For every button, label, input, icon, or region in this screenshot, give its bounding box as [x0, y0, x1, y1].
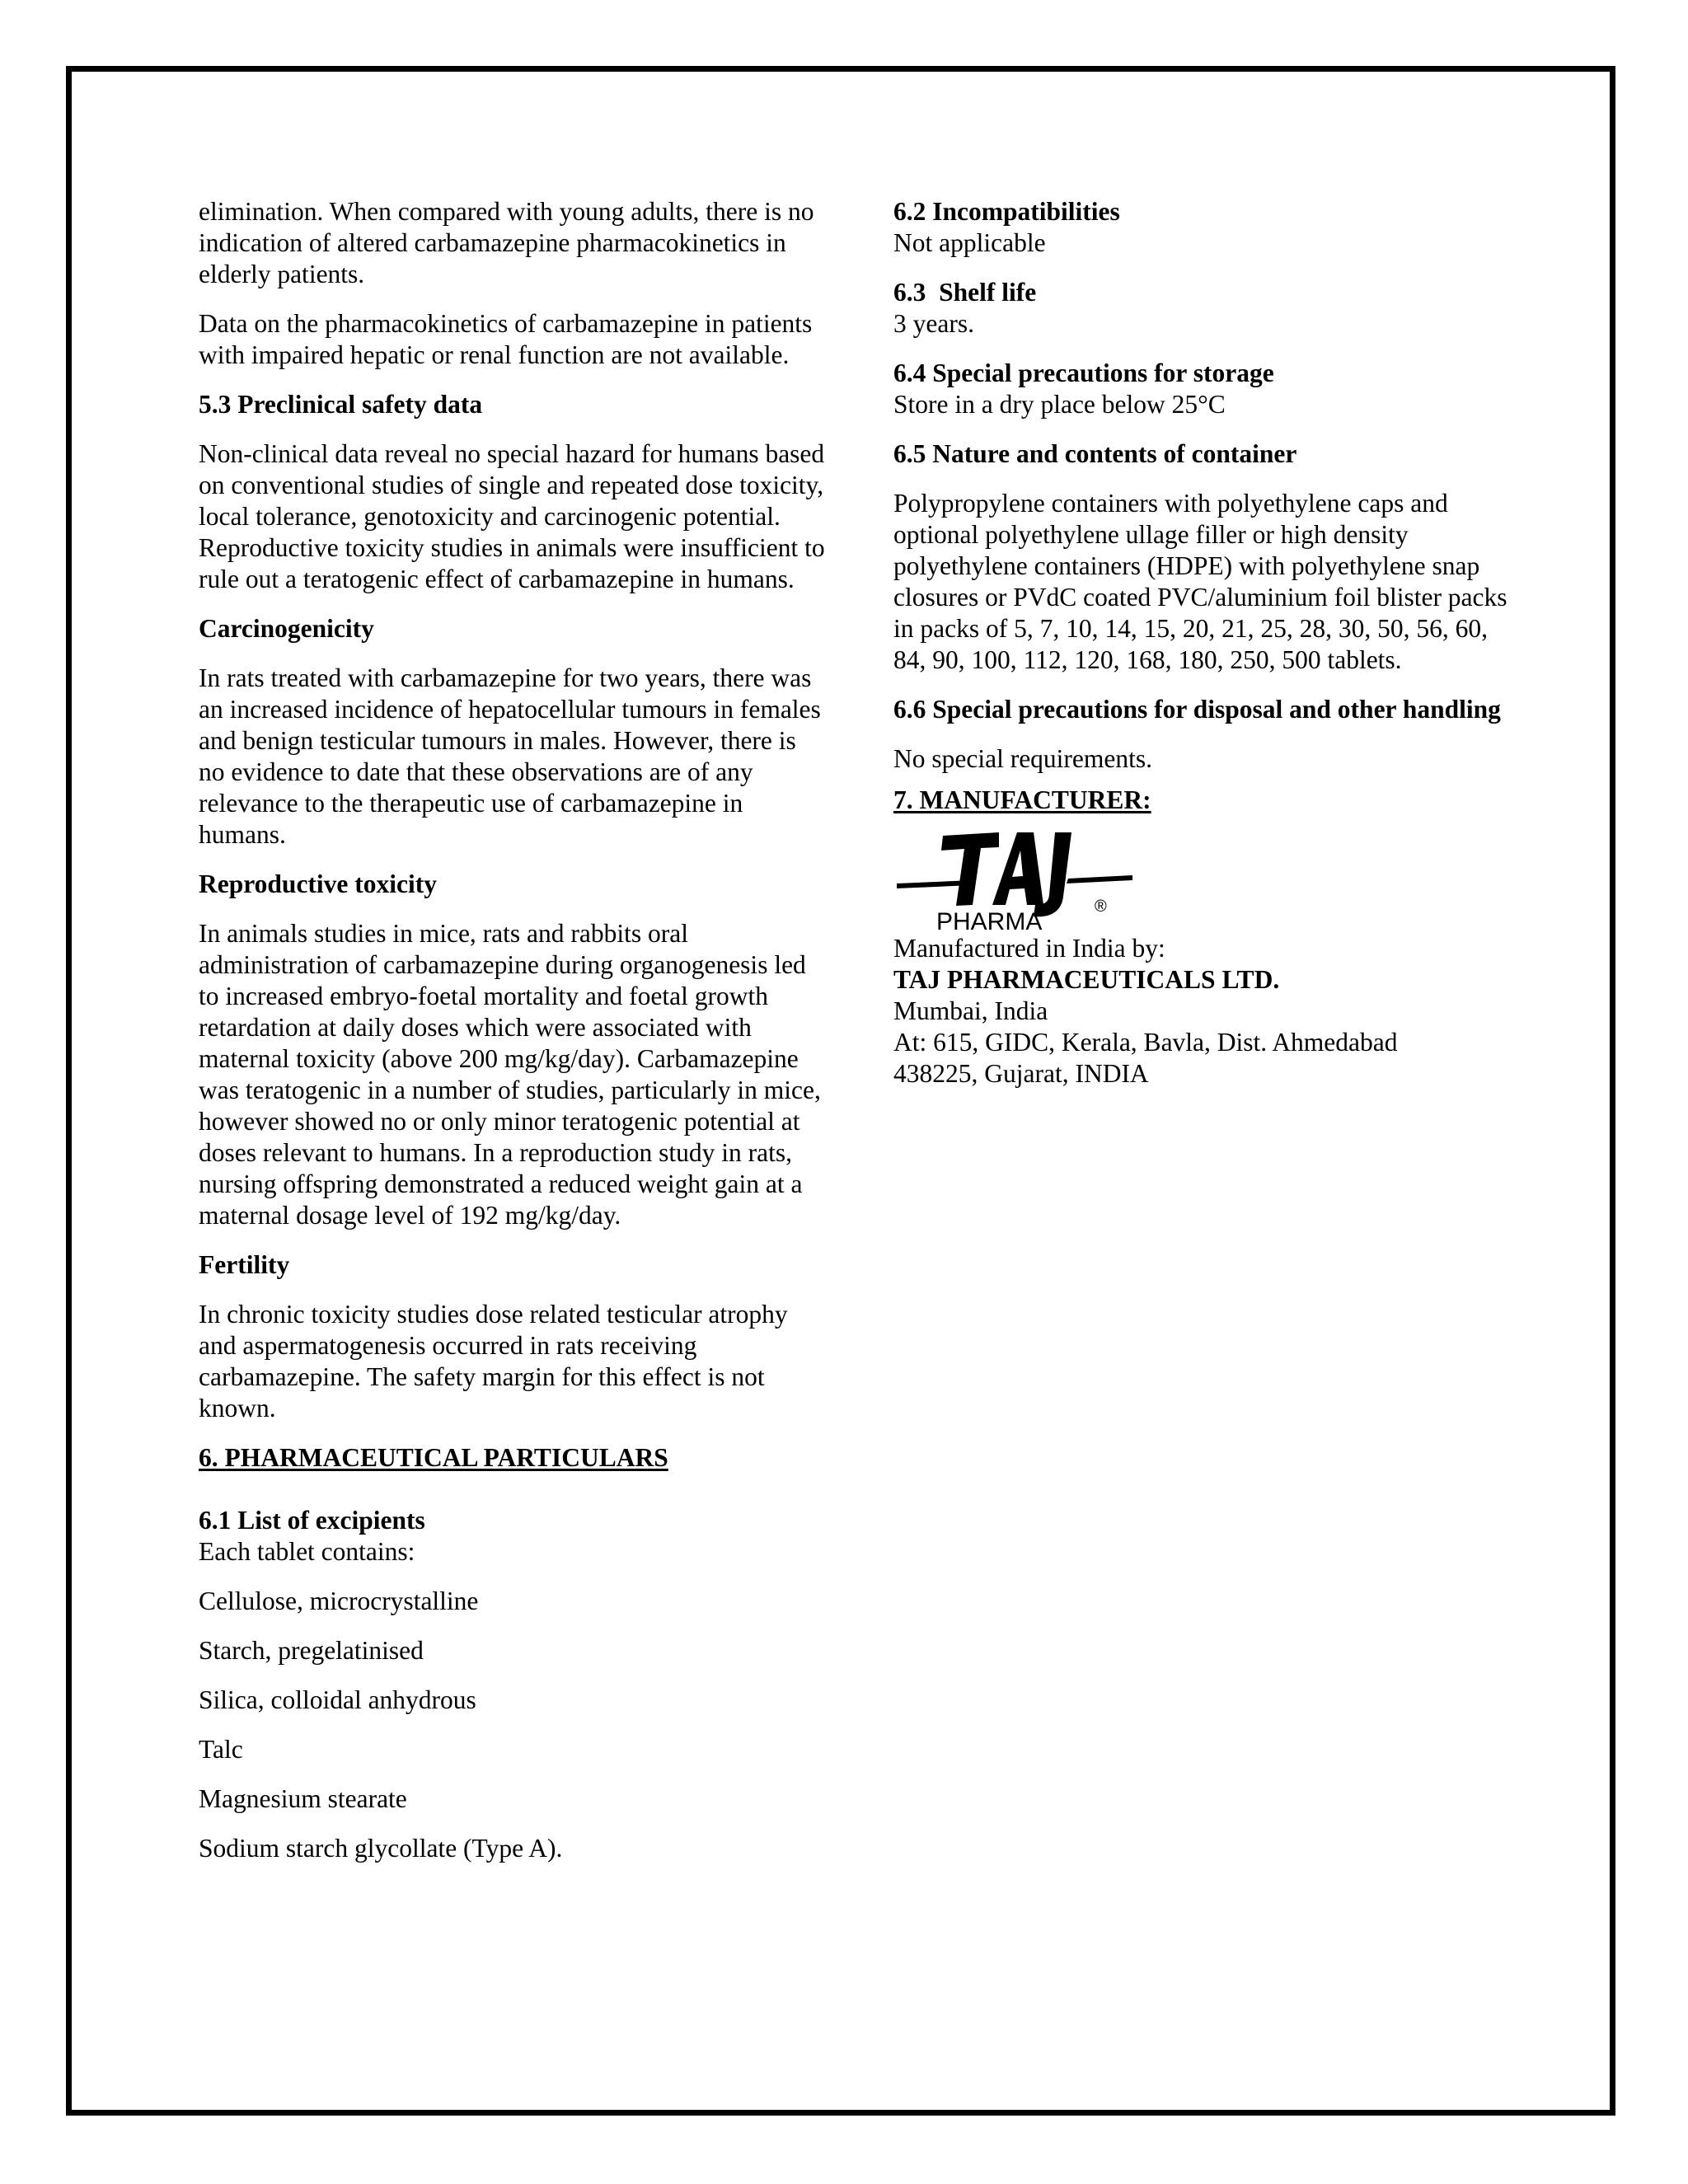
taj-pharma-logo-icon — [893, 826, 1141, 933]
paragraph-container: Polypropylene containers with polyethylene caps and optional polyethylene ullage filler or high density polyethylene containers (HDPE) with polyethylene snap closures or PVdC coated PVC/aluminium foil blister packs in packs of 5, 7, 10, 14, 15, 20, 21, 25, 28, 30, 50, 56, 60, 84, 90, 100, 112, 120, 168, 180, 250, 500 tablets. — [893, 489, 1507, 674]
paragraph-fertility: In chronic toxicity studies dose related testicular atrophy and aspermatogenesis occurred in rats receiving carbamazepine. The safety margin for this effect is not known. — [199, 1300, 788, 1422]
heading-incompatibilities: 6.2 Incompatibilities — [893, 197, 1120, 226]
paragraph-elderly: elimination. When compared with young adults, there is no indication of altered carbamazepine pharmacokinetics in elderly patients. — [199, 197, 814, 288]
excipients-intro: Each tablet contains: — [199, 1537, 415, 1566]
svg-text:PHARMA: PHARMA — [936, 908, 1043, 933]
manufacturer-address-line1: At: 615, GIDC, Kerala, Bavla, Dist. Ahmedabad — [893, 1028, 1398, 1057]
heading-pharmaceutical-particulars: 6. PHARMACEUTICAL PARTICULARS — [199, 1443, 668, 1472]
heading-shelf-life: 6.3 Shelf life — [893, 278, 1037, 307]
heading-carcinogenicity: Carcinogenicity — [199, 614, 374, 643]
paragraph-carcinogenicity: In rats treated with carbamazepine for two years, there was an increased incidence of hepatocellular tumours in females and benign testicular tumours in males. However, there is no evidence to date that these observations are of any relevance to the therapeutic use of carbamazepine in humans. — [199, 663, 821, 849]
paragraph-preclinical: Non-clinical data reveal no special hazard for humans based on conventional studies of single and repeated dose toxicity, local tolerance, genotoxicity and carcinogenic potential. Reproductive toxicity studies in animals were insufficient to rule out a teratogenic effect of carbamazepine in humans. — [199, 439, 825, 593]
paragraph-shelf-life: 3 years. — [893, 309, 974, 338]
list-item: Talc — [199, 1735, 243, 1764]
manufactured-in-label: Manufactured in India by: — [893, 934, 1165, 963]
left-column — [199, 196, 825, 1882]
list-item: Cellulose, microcrystalline — [199, 1586, 479, 1615]
svg-text:®: ® — [1095, 898, 1107, 916]
heading-preclinical-safety: 5.3 Preclinical safety data — [199, 390, 483, 419]
heading-fertility: Fertility — [199, 1250, 290, 1279]
heading-disposal: 6.6 Special precautions for disposal and other handling — [893, 695, 1501, 724]
paragraph-disposal: No special requirements. — [893, 744, 1153, 773]
heading-reproductive-toxicity: Reproductive toxicity — [199, 869, 437, 898]
paragraph-reproductive: In animals studies in mice, rats and rabbits oral administration of carbamazepine during organogenesis led to increased embryo-foetal mortality and foetal growth retardation at daily doses which were associated with maternal toxicity (above 200 mg/kg/day). Carbamazepine was teratogenic in a number of studies, particularly in mice, however showed no or only minor teratogenic potential at doses relevant to humans. In a reproduction study in rats, nursing offspring demonstrated a reduced weight gain at a maternal dosage level of 192 mg/kg/day. — [199, 919, 821, 1230]
paragraph-storage: Store in a dry place below 25°C — [893, 390, 1226, 419]
list-item: Silica, colloidal anhydrous — [199, 1685, 476, 1714]
heading-storage: 6.4 Special precautions for storage — [893, 359, 1274, 387]
paragraph-incompatibilities: Not applicable — [893, 228, 1046, 257]
manufacturer-company: TAJ PHARMACEUTICALS LTD. — [893, 965, 1280, 994]
list-item: Sodium starch glycollate (Type A). — [199, 1834, 563, 1863]
paragraph-hepatic: Data on the pharmacokinetics of carbamazepine in patients with impaired hepatic or renal function are not available. — [199, 309, 813, 369]
heading-manufacturer: 7. MANUFACTURER: — [893, 785, 1151, 814]
list-item: Starch, pregelatinised — [199, 1636, 424, 1665]
heading-container: 6.5 Nature and contents of container — [893, 439, 1297, 468]
manufacturer-city: Mumbai, India — [893, 996, 1048, 1025]
right-column — [893, 196, 1520, 1090]
list-item: Magnesium stearate — [199, 1784, 407, 1813]
taj-pharma-logo — [893, 826, 1141, 933]
manufacturer-address-line2: 438225, Gujarat, INDIA — [893, 1059, 1149, 1088]
heading-list-of-excipients: 6.1 List of excipients — [199, 1506, 425, 1535]
